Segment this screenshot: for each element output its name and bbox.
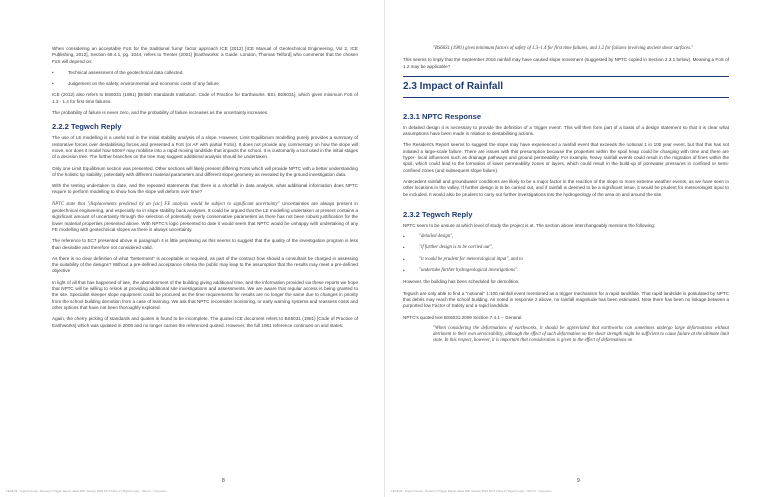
section-heading-impact-of-rainfall: 2.3 Impact of Rainfall	[403, 80, 504, 92]
paragraph: In light of all that has happened of late, the abandonment of the building giving additional time, and the information provided via these reports we hope that NPTC will be willing to relook at providing additional site investigations and assessments. We are aware that regular access is being granted to the site. Specialist steeper slope equipment could be procured as the time requirements for results are no longer the same due to changes in priority from the school building demotion from a case of learning. We ask that NPTC reconsider monitoring, or early warning systems and reassess costs and other options that have not been thoroughly explored.	[52, 279, 358, 310]
list-item: • Technical assessment of the geotechnical data collected.	[52, 69, 184, 75]
paragraph: Tegwch are only able to find a "notional" 1:100 rainfall event mentioned as a trigger mechanism for a rapid landslide. That rapid landslide is postulated by NPTC that debris may reach the school building. As noted in response 2 above, no rainfall magnitude has been estimated. Note there has been no linkage between a purported low Factor of Safety and a rapid landslide.	[403, 290, 729, 309]
paragraph: With the testing undertaken to date, and the repeated statements that there is a shortfall in data analysis, what additional information does NPTC require to perform modelling to show how the slope will deform over time?	[52, 183, 358, 195]
section-heading-tegwch-reply: 2.2.2 Tegwch Reply	[52, 122, 122, 132]
list-item: • "it would be prudent for meteorological input", and to	[403, 256, 523, 262]
paragraph: Antecedent rainfall and groundwater conditions are likely to be a major factor in the reaction of the slope to more extreme weather events, as we have seen in other locations in the valley. If further design is to be carried out, and if rainfall is deemed to be a significant issue, it would be prudent for meteorologist input to be included. It would also be prudent to carry out further investigations into the hydrogeology of the area on and around the site.	[403, 178, 729, 197]
paragraph: The reference to EC7 presented above in paragraph 4 is little perplexing as this seems to suggest that the quality of the investigation program is less than desirable and therefore not considered valid.	[52, 238, 358, 250]
paragraph: The Resident's Report seems to suggest the slope may have experienced a rainfall event that exceeds the notional 1 in 100 year event, but that this has not initiated a large-scale failure. There are issues with this presumption because the properties within the spoil heap could be changing with time and there are hyper- local influences such as drainage pathways and ground permeability. For example, heavy rainfall events could result in the migration of fines within the spoil, which could lead to the formation of lower permeability zones or layers, which could result in the build-up of porewater pressures in confined or semi-confined zones (and subsequent slope failure).	[403, 142, 729, 173]
list-item: • "if further design is to be carried out",	[403, 245, 493, 251]
page-9-body	[403, 46, 729, 350]
inline-quote: NPTC state that "displacements predicted by an [sic] FE analysis would be subject to significant uncertainty"	[52, 201, 280, 207]
page-number: 8	[222, 478, 225, 484]
page-number: 9	[577, 478, 580, 484]
probability-paragraph: The probability of failure is never zero, and the probability of failure increases as the uncertainty increases.	[52, 110, 269, 116]
paragraph: Again, the cherry picking of standards and quotes is found to be incomplete. The quoted ICE document refers to BS6031 (1981) [Code of Practice of Earthworks] which was updated in 2009 and no longer carries the referenced quoted. However, the full 1981 reference continues on and states:	[52, 316, 358, 328]
summary-paragraph: This seems to imply that the September 2016 rainfall may have caused slope movement (suggested by NPTC copied in Section 2.3.1 below). Meaning a FoS of 1.2 may be applicable?	[403, 57, 729, 69]
list-item: • Judgement on the safety, environmental and economic costs of any failure.	[52, 81, 221, 87]
page-9	[384, 0, 768, 497]
bs6031-quote: "BS6031 (1981) gives minimum factors of safety of 1.3–1.4 for first time failures, and 1.2 for failures involving ancient shear surfaces."	[433, 46, 694, 51]
section-heading-tegwch-reply-2: 2.3.2 Tegwch Reply	[403, 209, 473, 219]
section-heading-wrapper	[403, 76, 729, 98]
paragraph: NPTC seem to be unsure at which level of study the project is at. The section above interchangeably mentions the following:	[403, 222, 656, 228]
page-footer: TEG8-09 - Tegwch Group - Review of Trigger Report dated 18th January 2023 SG 6.0 Rev 2 (Tegwch reply) - Word 2 - Copy.docx	[6, 489, 167, 493]
page-footer: TEG8-09 - Tegwch Group - Review of Trigger Report dated 18th January 2023 SG 6.0 Rev 2 (Tegwch reply) - Word 2 - Copy.docx	[391, 489, 552, 493]
paragraph: However, the building has been scheduled for demolition.	[403, 279, 520, 285]
paragraph: In detailed design it is necessary to provide the definition of a 'trigger event'. This will then form part of a basis of a design statement so that it is clear what assumptions have been made in relation to destabilising actions.	[403, 124, 729, 137]
paragraph: NPTC state that "displacements predicted by an [sic] FE analysis would be subject to significant uncertainty" Uncertainties are always present in geotechnical engineering, and especially so in slope stability back analyses. It could be argued that the LE modelling undertaken at present contains a significant amount of uncertainty through the selection of potentially overly conservative parameters as there has not been robust justification for the lower material properties presented above. With NPTC's logic presented to date it would seem that NPTC would be unhappy with undertaking of any FE modelling with geotechnical slopes as there is always uncertainty.	[52, 200, 358, 232]
paragraph: NPTC's quoted text BS6031:2009 Section 7.4.1 – General	[403, 314, 522, 320]
intro-paragraph: When considering an acceptable FoS for the traditional 'lump' factor approach ICE (2012) [ICE Manual of Geotechnical Engineering, Vol 2, ICE Publishing, 2012], Section 69.4.1, pg. 1044, refers to Trenter (2001) [Earthworks: a Guide. London, Thomas Telford] who comments that the chosen FoS will depend on:	[52, 46, 358, 64]
paragraph: Only one Limit Equilibrium section was presented. Other sections will likely present differing FoSs which will provide NPTC with a better understanding of the holistic tip stability; potentially with different material parameters and different slope geometry as revealed by the ground investigation data.	[52, 165, 358, 177]
section-heading-nptc-response: 2.3.1 NPTC Response	[403, 111, 482, 121]
page-8-body	[52, 46, 358, 334]
list-item: • "detailed design",	[403, 234, 454, 240]
list-item: • "undertake further hydrogeological investigations".	[403, 268, 519, 274]
ice-reference-paragraph: ICE (2012) also refers to BS6031 (1981) [British Standards Institution. Code of Practice for Earthworks. BSI, BS6031], which gives minimum FoS of 1.3 - 1.4 for first time failures.	[52, 92, 358, 104]
paragraph: As there is no clear definition of what "betterment" is acceptable or required, as part of the contract how should a consultant be charged in assessing the suitability of the designs? Without a pre-defined acceptance criteria the public may leap to the assumption that the results may meet a pre-defined objective	[52, 255, 358, 274]
paragraph: The use of LE modelling is a useful tool in the initial stability analysis of a slope. However, Limit Equilibrium modelling purely provides a summary of restorative forces over destabilising forces and presented a FoS (or AF with partial FoSs). It does not provide any commentary on how the slope will move, nor does it model how 500m³ may mobilise into a rapid moving landslide that impacts the school. It is customarily a tool used in the initial stages of a decision tree. The further branches on the tree may suggest additional analysis should be undertaken.	[52, 135, 358, 160]
bs6031-2009-quote: "When considering the deformations of earthworks, it should be appreciated that earthworks can sometimes undergo large deformations without detriment to their own serviceability, although the effect of such deformation on the shear strength might be sufficient to cause failure at the ultimate limit state. In this respect, however, it is important that consideration is given to the effect of deformations on	[433, 325, 729, 344]
